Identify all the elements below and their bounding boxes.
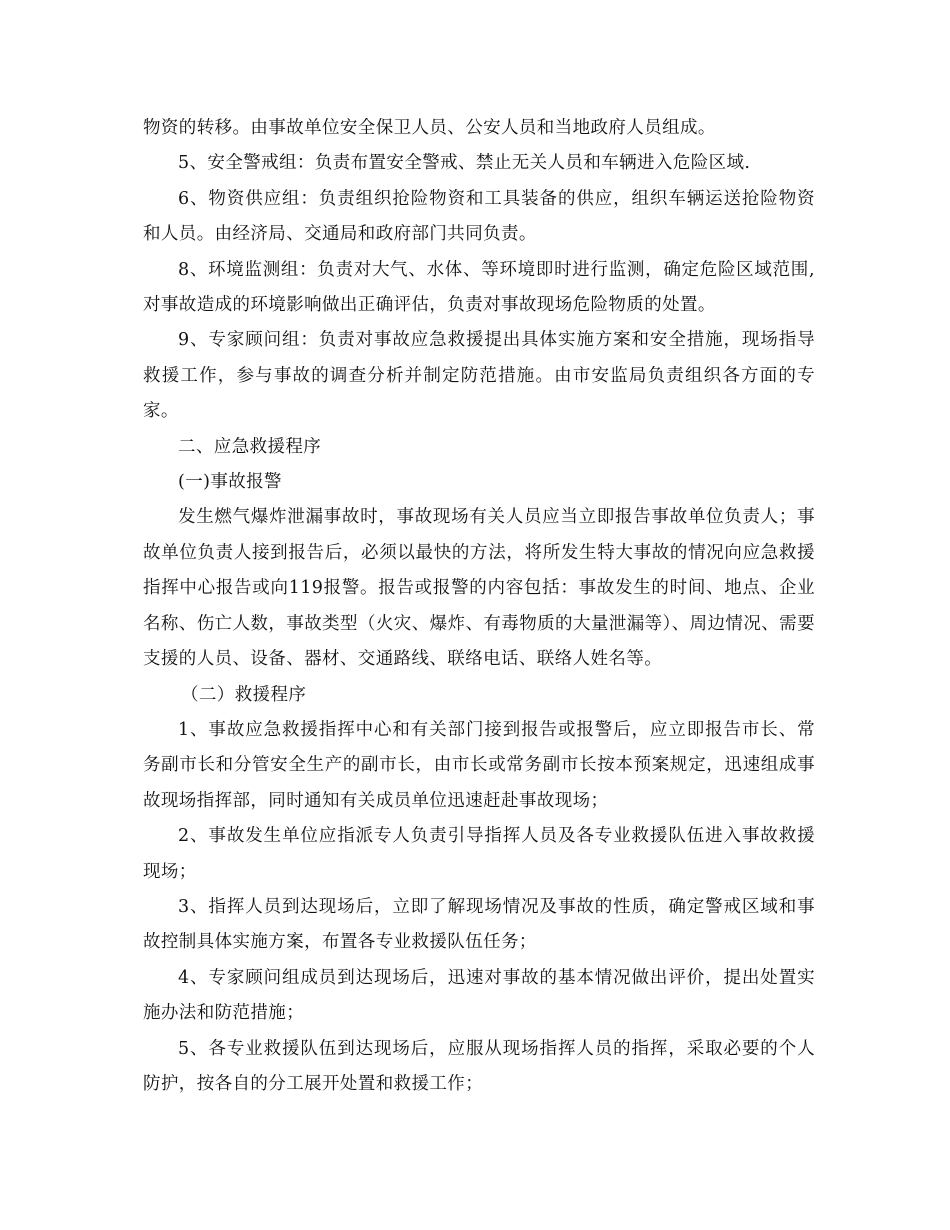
document-body	[143, 111, 815, 1102]
paragraph-step-2: 2、事故发生单位应指派专人负责引导指挥人员及各专业救援队伍进入事故救援现场；	[143, 826, 815, 882]
paragraph-alarm: 发生燃气爆炸泄漏事故时，事故现场有关人员应当立即报告事故单位负责人；事故单位负责人接到报告后，必须以最快的方法，将所发生特大事故的情况向应急救援指挥中心报告或向119报警。报告或报警的内容包括：事故发生的时间、地点、企业名称、伤亡人数，事故类型（火灾、爆炸、有毒物质的大量泄漏等）、周边情况、需要支援的人员、设备、器材、交通路线、联络电话、联络人姓名等。	[143, 507, 815, 670]
subsection-heading-alarm: (一)事故报警	[178, 472, 282, 493]
paragraph-expert-group: 9、专家顾问组：负责对事故应急救援提出具体实施方案和安全措施，现场指导救援工作，参与事故的调查分析并制定防范措施。由市安监局负责组织各方面的专家。	[143, 330, 815, 422]
paragraph-step-5: 5、各专业救援队伍到达现场后，应服从现场指挥人员的指挥，采取必要的个人防护，按各自的分工展开处置和救援工作；	[143, 1038, 815, 1094]
paragraph-step-3: 3、指挥人员到达现场后，立即了解现场情况及事故的性质，确定警戒区域和事故控制具体实施方案，布置各专业救援队伍任务；	[143, 896, 815, 953]
subsection-heading-rescue-steps: （二）救援程序	[181, 684, 307, 705]
paragraph-security-group: 5、安全警戒组：负责布置安全警戒、禁止无关人员和车辆进入危险区域.	[178, 153, 751, 174]
section-heading-rescue-procedure: 二、应急救援程序	[178, 436, 322, 457]
paragraph-step-1: 1、事故应急救援指挥中心和有关部门接到报告或报警后，应立即报告市长、常务副市长和分管安全生产的副市长，由市长或常务副市长按本预案规定，迅速组成事故现场指挥部，同时通知有关成员单位迅速赶赴事故现场；	[143, 719, 815, 811]
paragraph-monitoring-group: 8、环境监测组：负责对大气、水体、等环境即时进行监测，确定危险区域范围,对事故造成的环境影响做出正确评估，负责对事故现场危险物质的处置。	[143, 259, 815, 316]
paragraph-continuation: 物资的转移。由事故单位安全保卫人员、公安人员和当地政府人员组成。	[143, 118, 716, 138]
paragraph-step-4: 4、专家顾问组成员到达现场后，迅速对事故的基本情况做出评价，提出处置实施办法和防范措施；	[143, 967, 815, 1024]
paragraph-supply-group: 6、物资供应组：负责组织抢险物资和工具装备的供应，组织车辆运送抢险物资和人员。由经济局、交通局和政府部门共同负责。	[143, 188, 815, 245]
